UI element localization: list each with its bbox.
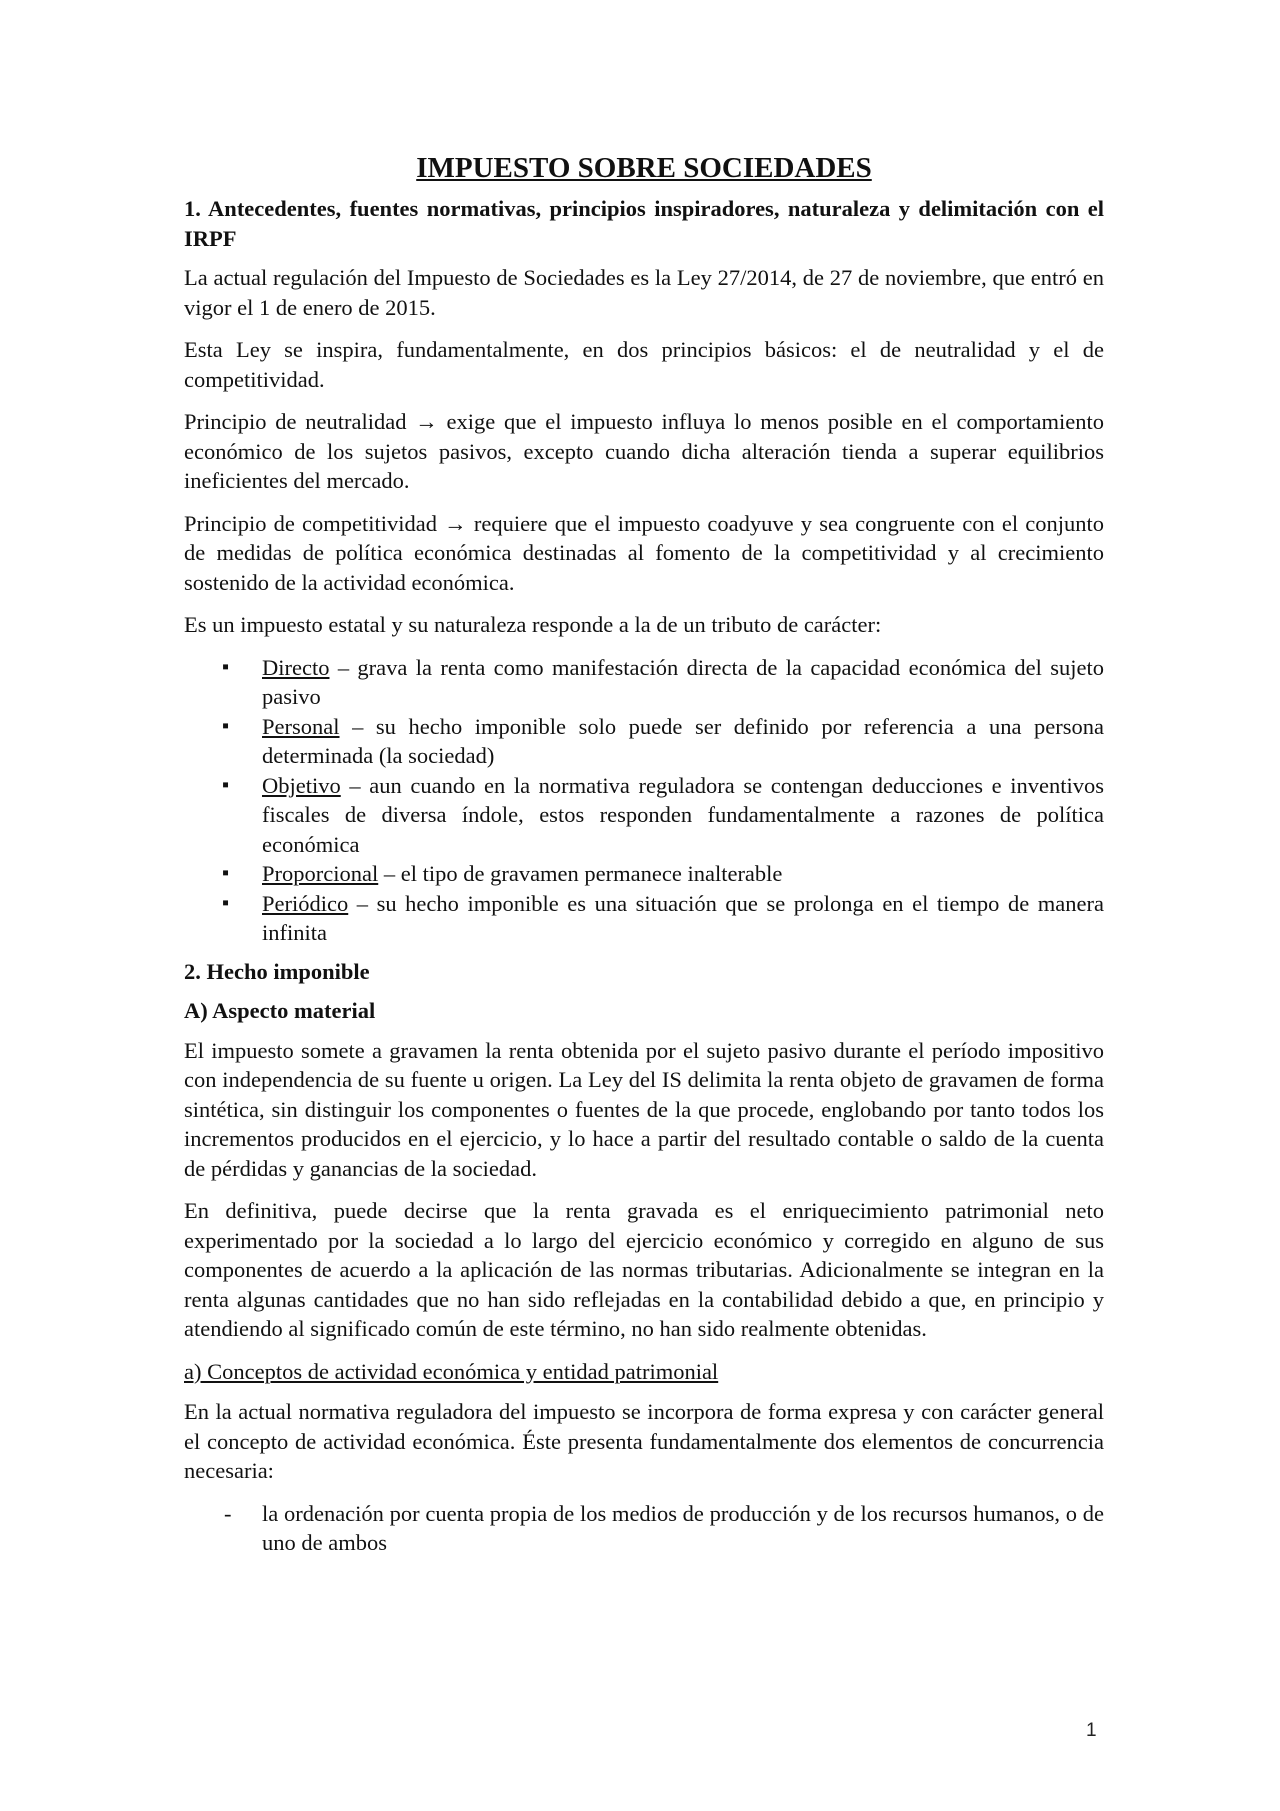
list-item-term: Objetivo [262,772,341,798]
elements-list [184,1499,1104,1558]
list-item-text: – el tipo de gravamen permanece inalterable [378,861,783,886]
list-item: - la ordenación por cuenta propia de los medios de producción y de los recursos humanos, o de uno de ambos [184,1499,1104,1558]
paragraph: Principio de competitividad → requiere que el impuesto coadyuve y sea congruente con el conjunto de medidas de política económica destinadas al fomento de la competitividad y al crecimiento sostenido de la actividad económica. [184,510,1104,595]
page-title: IMPUESTO SOBRE SOCIEDADES [416,152,872,184]
paragraph: En definitiva, puede decirse que la renta gravada es el enriquecimiento patrimonial neto experimentado por la sociedad a lo largo del ejercicio económico y corregido en alguno de sus componentes de acuerdo a la aplicación de las normas tributarias. Adicionalmente se integran en la renta algunas cantidades que no han sido reflejadas en la contabilidad debido a que, en principio y atendiendo al significado común de este término, no han sido realmente obtenidas. [184,1198,1104,1341]
list-item [184,712,1104,771]
paragraph: Es un impuesto estatal y su naturaleza responde a la de un tributo de carácter: [184,612,882,637]
subsection-title: a) Conceptos de actividad económica y entidad patrimonial [184,1358,719,1384]
list-item-term: Personal [262,713,340,739]
list-item-text: – su hecho imponible es una situación que se prolonga en el tiempo de manera infinita [262,890,1104,945]
paragraph: Esta Ley se inspira, fundamentalmente, en dos principios básicos: el de neutralidad y el de competitividad. [184,337,1104,392]
paragraph: En la actual normativa reguladora del impuesto se incorpora de forma expresa y con carácter general el concepto de actividad económica. Éste presenta fundamentalmente dos elementos de concurrencia necesaria: [184,1399,1104,1483]
section-1-heading: 1. Antecedentes, fuentes normativas, principios inspiradores, naturaleza y delimitación con el IRPF [184,196,1104,251]
list-item [184,889,1104,948]
list-item [184,653,1104,712]
list-item-text: – grava la renta como manifestación directa de la capacidad económica del sujeto pasivo [262,654,1104,709]
subsection-heading: A) Aspecto material [184,998,376,1023]
list-item [184,771,1104,860]
paragraph: La actual regulación del Impuesto de Sociedades es la Ley 27/2014, de 27 de noviembre, que entró en vigor el 1 de enero de 2015. [184,265,1104,320]
section-2-heading: 2. Hecho imponible [184,958,370,984]
characteristics-list [184,653,1104,948]
page-number: 1 [1086,1720,1097,1741]
list-item [184,859,1104,889]
list-item-term: Directo [262,654,330,680]
list-item-term: Periódico [262,890,349,916]
paragraph: El impuesto somete a gravamen la renta obtenida por el sujeto pasivo durante el período impositivo con independencia de su fuente u origen. La Ley del IS delimita la renta objeto de gravamen de forma sintética, sin distinguir los componentes o fuentes de la que procede, englobando por tanto todos los incrementos producidos en el ejercicio, y lo hace a partir del resultado contable o saldo de la cuenta de pérdidas y ganancias de la sociedad. [184,1037,1104,1181]
list-item-text: – aun cuando en la normativa reguladora se contengan deducciones e inventivos fiscales de diversa índole, estos responden fundamentalmente a razones de política económica [262,772,1104,857]
paragraph: Principio de neutralidad → exige que el impuesto influya lo menos posible en el comportamiento económico de los sujetos pasivos, excepto cuando dicha alteración tienda a superar equilibrios ineficientes del mercado. [184,409,1104,493]
document-page [184,150,1104,1558]
list-item-term: Proporcional [262,861,379,886]
list-item-text: – su hecho imponible solo puede ser definido por referencia a una persona determinada (la sociedad) [262,713,1104,768]
